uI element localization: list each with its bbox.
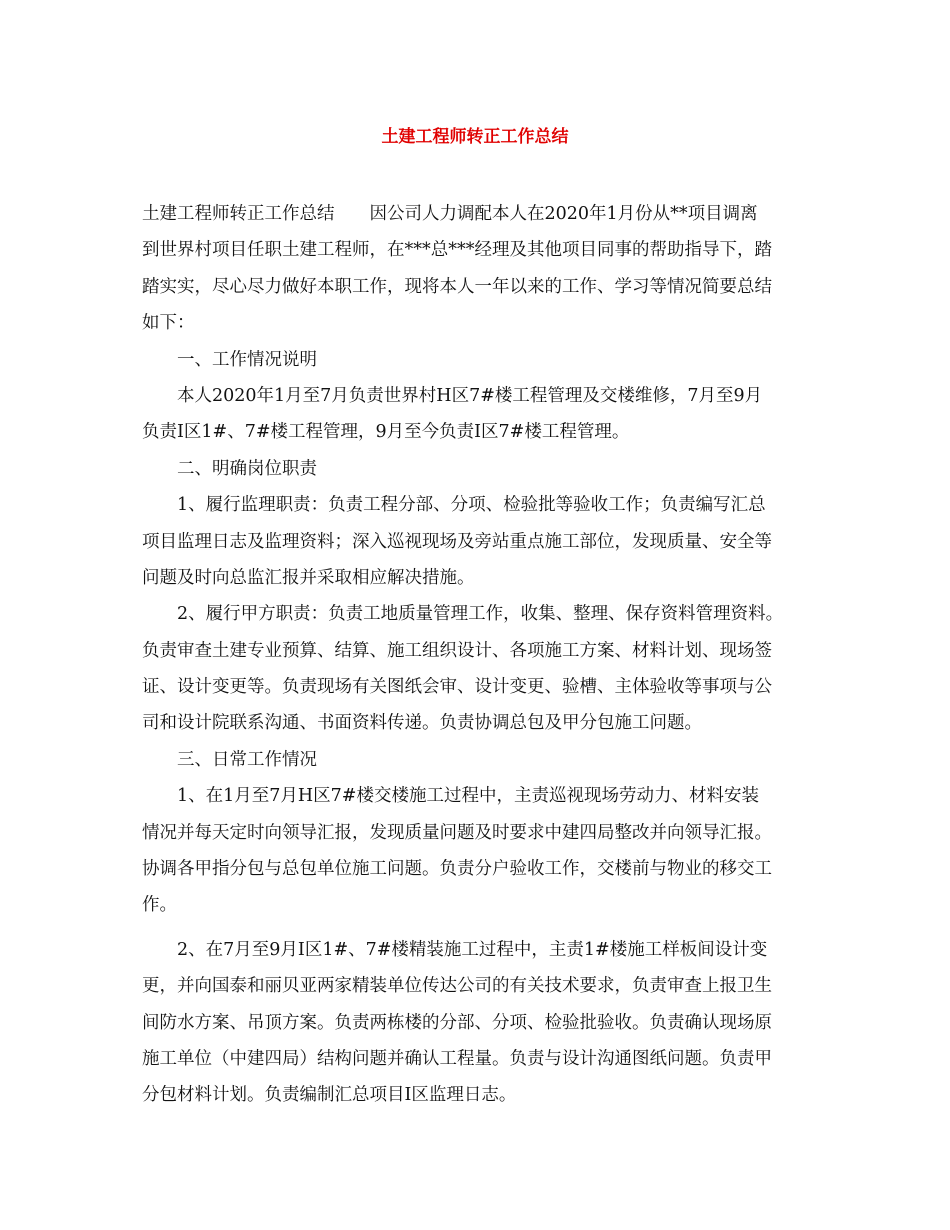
body-line: 施工单位（中建四局）结构问题并确认工程量。负责与设计沟通图纸问题。负责甲 bbox=[142, 1048, 772, 1069]
body-line: 司和设计院联系沟通、书面资料传递。负责协调总包及甲分包施工问题。 bbox=[142, 713, 702, 734]
document-body bbox=[142, 196, 810, 1114]
body-line: 土建工程师转正工作总结 因公司人力调配本人在2020年1月份从**项目调离 bbox=[142, 204, 758, 224]
body-line: 2、在7月至9月I区1#、7#楼精装施工过程中，主责1#楼施工样板间设计变 bbox=[142, 939, 768, 960]
body-line: 情况并每天定时向领导汇报，发现质量问题及时要求中建四局整改并向领导汇报。 bbox=[142, 822, 772, 843]
body-line: 1、在1月至7月H区7#楼交楼施工过程中，主责巡视现场劳动力、材料安装 bbox=[142, 786, 759, 807]
document-title: 土建工程师转正工作总结 bbox=[381, 127, 569, 147]
body-line: 到世界村项目任职土建工程师，在***总***经理及其他项目同事的帮助指导下，踏 bbox=[142, 240, 772, 261]
body-line: 如下： bbox=[142, 313, 195, 334]
section-heading: 二、明确岗位职责 bbox=[142, 458, 317, 479]
body-line: 间防水方案、吊顶方案。负责两栋楼的分部、分项、检验批验收。负责确认现场原 bbox=[142, 1012, 772, 1033]
body-line: 1、履行监理职责：负责工程分部、分项、检验批等验收工作；负责编写汇总 bbox=[142, 495, 766, 516]
body-line: 2、履行甲方职责：负责工地质量管理工作，收集、整理、保存资料管理资料。 bbox=[142, 604, 784, 625]
section-heading: 一、工作情况说明 bbox=[142, 349, 317, 370]
body-line: 踏实实，尽心尽力做好本职工作，现将本人一年以来的工作、学习等情况简要总结 bbox=[142, 276, 772, 297]
section-heading: 三、日常工作情况 bbox=[142, 749, 317, 770]
body-line: 本人2020年1月至7月负责世界村H区7#楼工程管理及交楼维修，7月至9月 bbox=[142, 385, 763, 406]
body-line: 问题及时向总监汇报并采取相应解决措施。 bbox=[142, 567, 475, 588]
body-line: 协调各甲指分包与总包单位施工问题。负责分户验收工作，交楼前与物业的移交工 bbox=[142, 859, 772, 880]
body-line: 项目监理日志及监理资料；深入巡视现场及旁站重点施工部位，发现质量、安全等 bbox=[142, 531, 772, 552]
body-line: 更，并向国泰和丽贝亚两家精装单位传达公司的有关技术要求，负责审查上报卫生 bbox=[142, 976, 772, 997]
body-line: 证、设计变更等。负责现场有关图纸会审、设计变更、验槽、主体验收等事项与公 bbox=[142, 677, 772, 698]
body-line: 作。 bbox=[142, 895, 177, 916]
body-line: 负责审查土建专业预算、结算、施工组织设计、各项施工方案、材料计划、现场签 bbox=[142, 640, 772, 661]
body-line: 分包材料计划。负责编制汇总项目I区监理日志。 bbox=[142, 1085, 517, 1106]
body-line: 负责I区1#、7#楼工程管理，9月至今负责I区7#楼工程管理。 bbox=[142, 422, 630, 443]
